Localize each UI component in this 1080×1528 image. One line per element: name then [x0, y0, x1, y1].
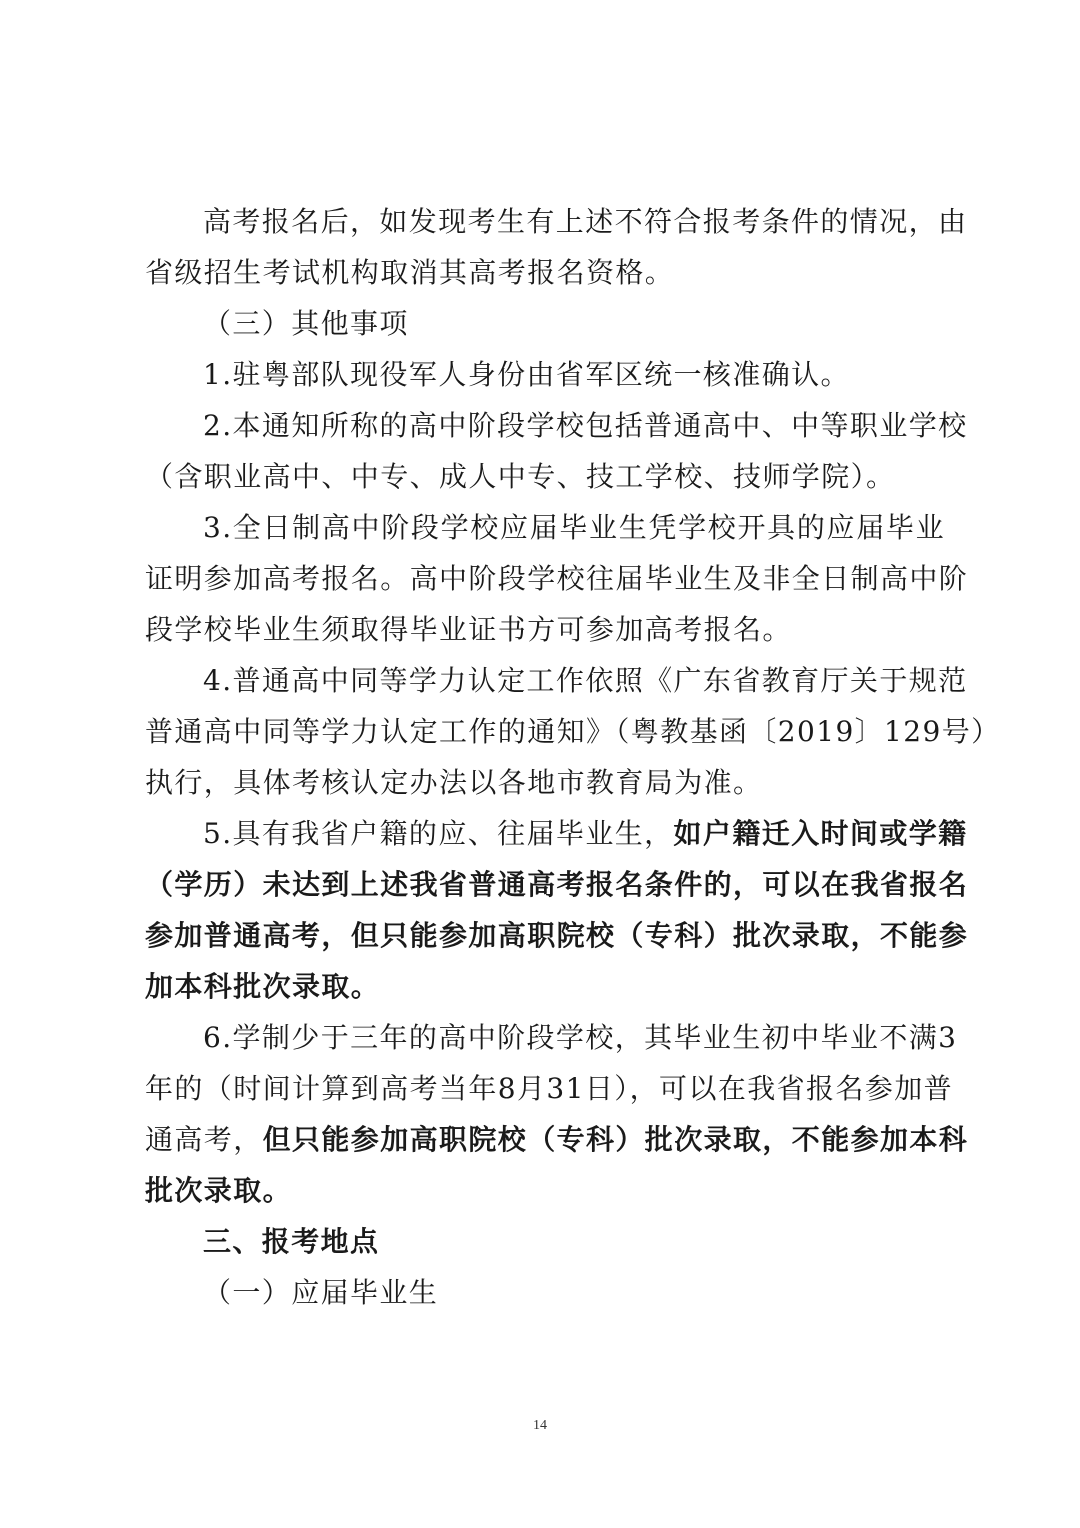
paragraph-line: 3.全日制高中阶段学校应届毕业生凭学校开具的应届毕业: [203, 511, 945, 544]
paragraph-line-bold: 加本科批次录取。: [145, 970, 381, 1003]
paragraph-line: 4.普通高中同等学力认定工作依照《广东省教育厅关于规范: [203, 664, 968, 697]
section-heading: 三、报考地点: [203, 1225, 380, 1258]
paragraph-line: 年的（时间计算到高考当年8月31日），可以在我省报名参加普: [145, 1072, 954, 1105]
paragraph-line: 省级招生考试机构取消其高考报名资格。: [145, 256, 675, 289]
subsection-heading: （一）应届毕业生: [203, 1276, 439, 1309]
paragraph-line: 高考报名后，如发现考生有上述不符合报考条件的情况，由: [203, 205, 968, 238]
paragraph-line: 6.学制少于三年的高中阶段学校，其毕业生初中毕业不满3: [203, 1021, 958, 1054]
paragraph-text: 通高考，: [145, 1123, 263, 1156]
paragraph-line: （含职业高中、中专、成人中专、技工学校、技师学院）。: [145, 460, 896, 493]
paragraph-line: 证明参加高考报名。高中阶段学校往届毕业生及非全日制高中阶: [145, 562, 969, 595]
page-number: 14: [533, 1418, 547, 1433]
paragraph-line: 2.本通知所称的高中阶段学校包括普通高中、中等职业学校: [203, 409, 968, 442]
paragraph-line-bold: 批次录取。: [145, 1174, 293, 1207]
bold-text: 如户籍迁入时间或学籍: [673, 817, 968, 850]
section-heading: （三）其他事项: [203, 307, 409, 340]
paragraph-line-bold: 参加普通高考，但只能参加高职院校（专科）批次录取，不能参: [145, 919, 969, 952]
paragraph-line: 普通高中同等学力认定工作的通知》（粤教基函〔2019〕129号）: [145, 715, 1001, 748]
paragraph-line: 段学校毕业生须取得毕业证书方可参加高考报名。: [145, 613, 792, 646]
paragraph-line: 执行，具体考核认定办法以各地市教育局为准。: [145, 766, 763, 799]
paragraph-line: [145, 808, 968, 859]
document-body: [145, 196, 1001, 1318]
bold-text: 但只能参加高职院校（专科）批次录取，不能参加本科: [262, 1123, 969, 1156]
paragraph-text: 5.具有我省户籍的应、往届毕业生，: [203, 817, 674, 850]
paragraph-line-bold: （学历）未达到上述我省普通高考报名条件的，可以在我省报名: [145, 868, 969, 901]
paragraph-line: [145, 1114, 969, 1165]
paragraph-line: 1.驻粤部队现役军人身份由省军区统一核准确认。: [203, 358, 850, 391]
